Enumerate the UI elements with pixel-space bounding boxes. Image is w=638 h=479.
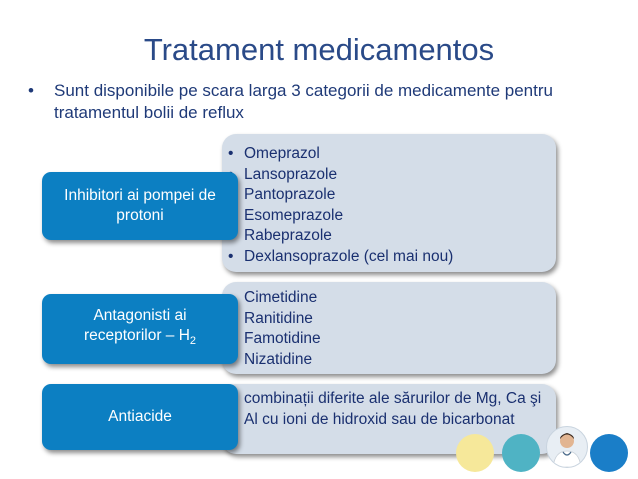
list-box-h2	[222, 282, 556, 374]
bullet-icon: •	[28, 81, 34, 100]
bullet-icon: •	[228, 145, 234, 162]
list-box-ppi	[222, 134, 556, 272]
category-h2-text: Antagonisti ai receptorilor – H	[83, 307, 190, 345]
decor-circle-blue	[590, 434, 628, 472]
doctor-icon	[547, 427, 587, 467]
list-item: Esomeprazole	[222, 206, 556, 227]
bullet-icon: •	[228, 247, 234, 265]
list-item: Nizatidine	[222, 350, 556, 371]
decor-circle-teal	[502, 434, 540, 472]
list-item: Pantoprazole	[222, 185, 556, 206]
intro-text: Sunt disponibile pe scara larga 3 categorii de medicamente pentru tratamentul bolii de reflux	[54, 81, 553, 122]
list-item: Famotidine	[222, 329, 556, 350]
category-antacids: Antiacide	[42, 384, 238, 450]
list-item: • Dexlansoprazole (cel mai nou)	[222, 247, 556, 268]
list-item: Rabeprazole	[222, 226, 556, 247]
list-item: Lansoprazole	[222, 165, 556, 186]
decor-circle-photo	[546, 426, 588, 468]
list-item: • Omeprazol	[222, 144, 556, 165]
list-item: Ranitidine	[222, 309, 556, 330]
decor-circle-yellow	[456, 434, 494, 472]
category-h2-subscript: 2	[189, 335, 197, 348]
page-title: Tratament medicamentos	[143, 32, 495, 67]
list-item: Cimetidine	[222, 288, 556, 309]
list-item: combinații diferite ale sărurilor de Mg, Ca şi Al cu ioni de hidroxid sau de bicarbonat	[222, 389, 556, 430]
category-ppi: Inhibitori ai pompei de protoni	[42, 172, 238, 240]
intro-paragraph	[28, 80, 608, 124]
category-h2	[42, 294, 238, 364]
